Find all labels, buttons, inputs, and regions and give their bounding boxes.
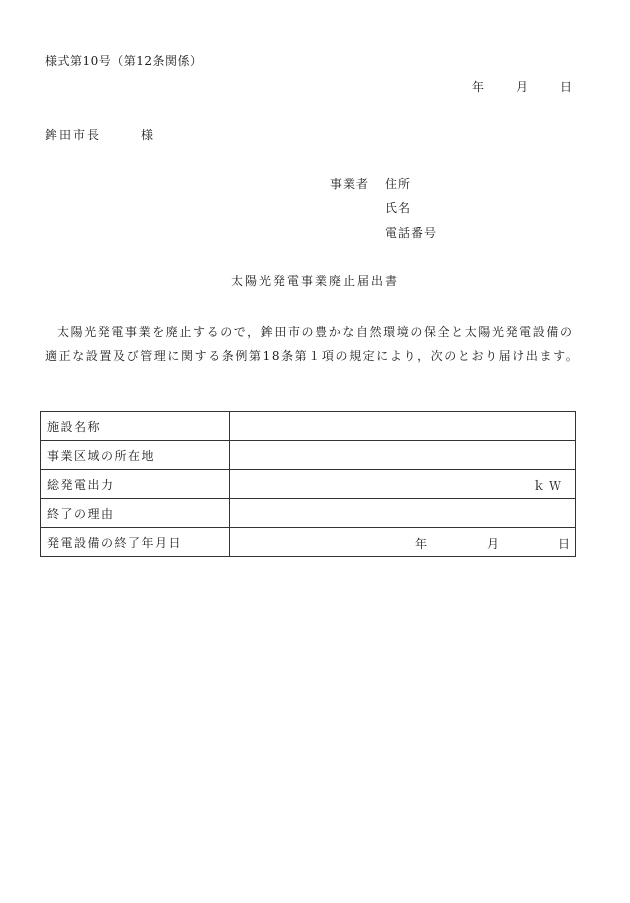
- total-output-label: 総発電出力: [41, 470, 230, 499]
- facility-name-label: 施設名称: [41, 412, 230, 441]
- document-title: 太陽光発電事業廃止届出書: [230, 274, 399, 288]
- addressee: [45, 127, 155, 143]
- termination-date-field[interactable]: [230, 528, 576, 557]
- form-number: 様式第10号（第12条関係）: [45, 54, 203, 68]
- applicant-phone-label: 電話番号: [385, 226, 438, 240]
- termination-year-label: 年: [415, 537, 429, 551]
- termination-month-label: 月: [487, 537, 501, 551]
- date-day-label: 日: [560, 80, 573, 94]
- total-output-field[interactable]: [230, 470, 576, 499]
- applicant-name-label: 氏名: [385, 201, 412, 215]
- table-row: [41, 528, 576, 557]
- project-area-location-label: 事業区域の所在地: [41, 441, 230, 470]
- table-row: [41, 412, 576, 441]
- termination-day-label: 日: [558, 537, 572, 551]
- applicant-address-label: 住所: [385, 177, 412, 191]
- output-unit-label: ｋＷ: [532, 479, 565, 493]
- termination-reason-field[interactable]: [230, 499, 576, 528]
- table-row: [41, 470, 576, 499]
- addressee-honorific: 様: [141, 128, 156, 142]
- project-area-location-field[interactable]: [230, 441, 576, 470]
- termination-date-label: 発電設備の終了年月日: [41, 528, 230, 557]
- termination-reason-label: 終了の理由: [41, 499, 230, 528]
- document-body: 太陽光発電事業を廃止するので，鉾田市の豊かな自然環境の保全と太陽光発電設備の適正な設置及び管理に関する条例第18条第１項の規定により，次のとおり届け出ます。: [45, 325, 580, 363]
- facility-info-table: [40, 411, 576, 557]
- applicant-label: 事業者: [330, 177, 370, 191]
- facility-name-field[interactable]: [230, 412, 576, 441]
- addressee-name: 鉾田市長: [45, 128, 102, 142]
- date-year-label: 年: [472, 80, 485, 94]
- table-row: [41, 441, 576, 470]
- date-month-label: 月: [516, 80, 529, 94]
- table-row: [41, 499, 576, 528]
